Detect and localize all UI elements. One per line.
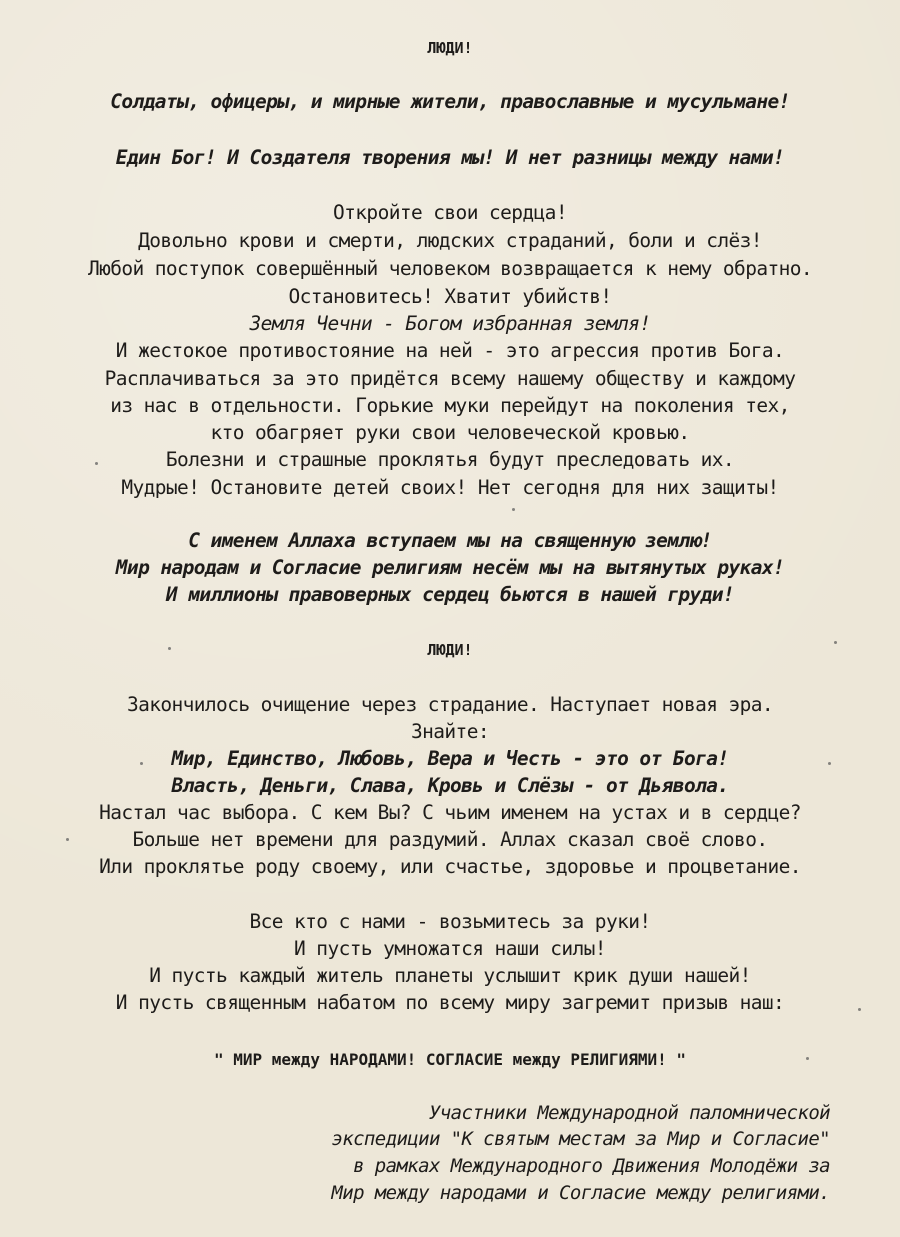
signature-line-3: в рамках Международного Движения Молодёжи за [353,1155,830,1177]
body-3-line-1: Все кто с нами - возьмитесь за руки! [249,910,651,933]
appeal-line-2: Един Бог! И Создателя творения мы! И нет разницы между нами! [115,146,785,169]
body-2-line-6: Больше нет времени для раздумий. Аллах сказал своё слово. [132,828,768,851]
allah-line-1: С именем Аллаха вступаем мы на священную землю! [188,529,712,552]
heading-people-2: ЛЮДИ! [427,641,473,659]
body-1-line-2: Довольно крови и смерти, людских страданий, боли и слёз! [138,229,762,252]
body-1-line-11: Мудрые! Остановите детей своих! Нет сегодня для них защиты! [121,476,779,499]
allah-line-2: Мир народам и Согласие религиям несём мы на вытянутых руках! [115,556,785,579]
appeal-line-1: Солдаты, офицеры, и мирные жители, православные и мусульмане! [110,90,790,113]
body-3-line-2: И пусть умножатся наши силы! [294,937,606,960]
paper-speck [828,762,831,765]
body-1-line-1: Откройте свои сердца! [333,201,567,224]
body-1-line-3: Любой поступок совершённый человеком возвращается к нему обратно. [87,257,813,280]
body-1-line-10: Болезни и страшные проклятья будут преследовать их. [165,448,735,471]
body-2-line-7: Или проклятье роду своему, или счастье, здоровье и процветание. [99,855,801,878]
paper-speck [95,462,98,465]
signature-line-1: Участники Международной паломнической [428,1102,830,1124]
body-1-line-4: Остановитесь! Хватит убийств! [288,285,612,308]
body-2-line-4: Власть, Деньги, Слава, Кровь и Слёзы - от Дьявола. [171,774,729,797]
heading-people-1: ЛЮДИ! [427,39,473,57]
paper-speck [834,641,837,644]
signature-line-2: экспедиции "К святым местам за Мир и Согласие" [331,1128,830,1150]
paper-speck [66,838,69,841]
paper-speck [512,508,515,511]
body-2-line-5: Настал час выбора. С кем Вы? С чьим именем на устах и в сердце? [99,801,801,824]
body-3-line-3: И пусть каждый житель планеты услышит крик души нашей! [149,964,751,987]
body-2-line-2: Знайте: [411,720,489,743]
body-3-line-4: И пусть священным набатом по всему миру загремит призыв наш: [115,991,785,1014]
body-1-line-9: кто обагряет руки свои человеческой кровью. [210,421,690,444]
paper-speck [140,762,143,765]
body-2-line-3: Мир, Единство, Любовь, Вера и Честь - это от Бога! [171,747,729,770]
paper-speck [806,1057,809,1060]
body-1-line-6: И жестокое противостояние на ней - это агрессия против Бога. [115,339,785,362]
body-1-line-7: Расплачиваться за это придётся всему нашему обществу и каждому [104,367,796,390]
paper-speck [168,647,171,650]
body-1-line-8: из нас в отдельности. Горькие муки перейдут на поколения тех, [110,394,790,417]
body-1-line-5: Земля Чечни - Богом избранная земля! [249,312,651,335]
body-2-line-1: Закончилось очищение через страдание. Наступает новая эра. [126,693,774,716]
allah-line-3: И миллионы правоверных сердец бьются в нашей груди! [165,583,735,606]
signature-line-4: Мир между народами и Согласие между религиями. [331,1182,830,1204]
paper-speck [858,1008,861,1011]
slogan: " МИР между НАРОДАМИ! СОГЛАСИЕ между РЕЛИГИЯМИ! " [213,1050,686,1069]
